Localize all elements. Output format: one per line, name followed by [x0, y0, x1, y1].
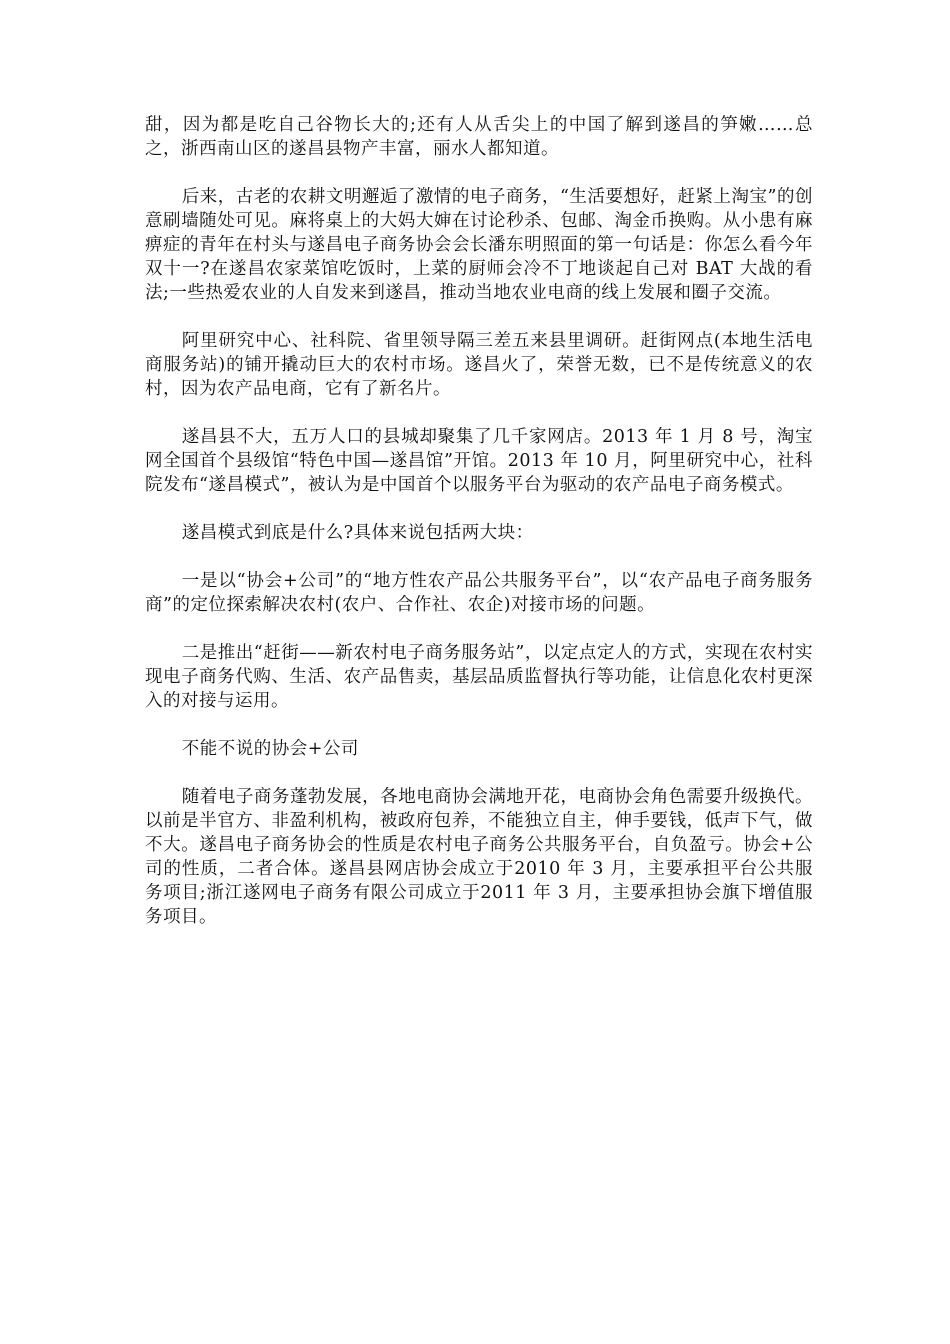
document-body [145, 113, 813, 953]
paragraph-ecommerce-encounter: 后来，古老的农耕文明邂逅了激情的电子商务，“生活要想好，赶紧上淘宝”的创意刷墙随处可见。麻将桌上的大妈大婶在讨论秒杀、包邮、淘金币换购。从小患有麻痹症的青年在村头与遂昌电子商务协会会长潘东明照面的第一句话是：你怎么看今年双十一?在遂昌农家菜馆吃饭时，上菜的厨师会冷不丁地谈起自己对 BAT 大战的看法;一些热爱农业的人自发来到遂昌，推动当地农业电商的线上发展和圈子交流。 [145, 187, 813, 303]
paragraph-model-question: 遂昌模式到底是什么?具体来说包括两大块： [181, 523, 534, 543]
paragraph-point-two: 二是推出“赶街——新农村电子商务服务站”，以定点定人的方式，实现在农村实现电子商务代购、生活、农产品售卖，基层品质监督执行等功能，让信息化农村更深入的对接与运用。 [145, 643, 813, 711]
paragraph-continuation: 甜，因为都是吃自己谷物长大的;还有人从舌尖上的中国了解到遂昌的笋嫩……总之，浙西南山区的遂昌县物产丰富，丽水人都知道。 [145, 115, 813, 159]
paragraph-county-shops: 遂昌县不大，五万人口的县城却聚集了几千家网店。2013 年 1 月 8 号，淘宝网全国首个县级馆“特色中国—遂昌馆”开馆。2013 年 10 月，阿里研究中心，社科院发布“遂昌模式”，被认为是中国首个以服务平台为驱动的农产品电子商务模式。 [145, 427, 813, 495]
section-heading: 不能不说的协会+公司 [181, 739, 359, 759]
paragraph-association-company: 随着电子商务蓬勃发展，各地电商协会满地开花，电商协会角色需要升级换代。以前是半官方、非盈利机构，被政府包养，不能独立自主，伸手要钱，低声下气，做不大。遂昌电子商务协会的性质是农村电子商务公共服务平台，自负盈亏。协会+公司的性质，二者合体。遂昌县网店协会成立于2010 年 3 月，主要承担平台公共服务项目;浙江遂网电子商务有限公司成立于2011 年 3 月，主要承担协会旗下增值服务项目。 [145, 787, 813, 927]
paragraph-point-one: 一是以“协会+公司”的“地方性农产品公共服务平台”，以“农产品电子商务服务商”的定位探索解决农村(农户、合作社、农企)对接市场的问题。 [145, 571, 813, 615]
paragraph-research-visits: 阿里研究中心、社科院、省里领导隔三差五来县里调研。赶街网点(本地生活电商服务站)的铺开撬动巨大的农村市场。遂昌火了，荣誉无数，已不是传统意义的农村，因为农产品电商，它有了新名片。 [145, 331, 813, 399]
